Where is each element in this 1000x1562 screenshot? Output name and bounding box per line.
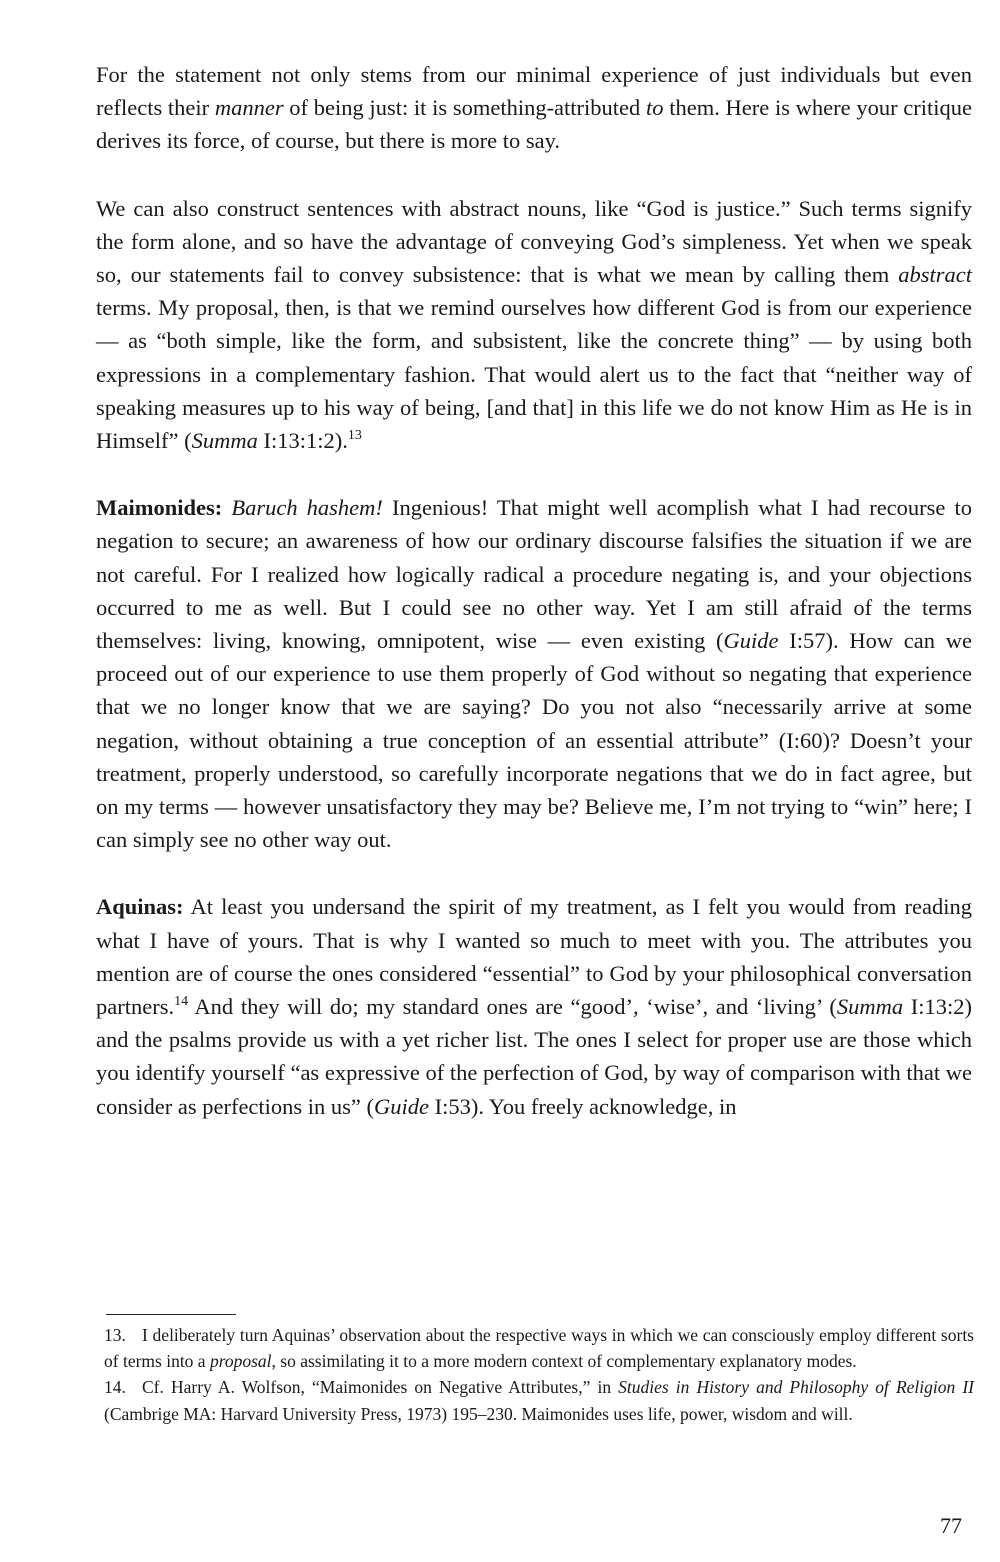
page-number: 77 xyxy=(940,1513,962,1538)
text-run: Cf. Harry A. Wolfson, “Maimonides on Negative Attributes,” in xyxy=(142,1377,619,1398)
text-run: We can also construct sentences with abstract nouns, like “God is justice.” Such terms signify the form alone, and so have the advantage of conveying God’s simpleness. Yet when we speak so, our statements fail to convey subsistence: that is what we mean by calling them xyxy=(96,195,972,288)
italic-text: Baruch hashem! xyxy=(231,495,383,521)
paragraph xyxy=(96,890,972,1122)
footnote-rule xyxy=(106,1314,236,1315)
paragraph xyxy=(96,192,972,458)
text-run: of being just: it is something-attributed xyxy=(283,95,646,121)
italic-text: manner xyxy=(214,95,284,121)
text-run: I deliberately turn Aquinas’ observation about the respective ways in which we can consciously employ different sorts of terms into a xyxy=(104,1325,974,1372)
text-run: I:13:1:2). xyxy=(257,428,348,454)
italic-text: Summa xyxy=(836,994,904,1020)
italic-text: Guide xyxy=(723,628,779,654)
speaker-label: Aquinas: xyxy=(96,894,184,920)
text-run: , so assimilating it to a more modern context of complementary explanatory modes. xyxy=(271,1351,857,1372)
footnotes xyxy=(104,1322,974,1427)
speaker-label: Maimonides: xyxy=(96,495,223,521)
text-run: them. Here is where your critique derives its force, of course, but there is more to say. xyxy=(96,95,972,154)
text-run: At least you undersand the spirit of my treatment, as I felt you would from reading what I have of yours. That is why I wanted so much to meet with you. The attributes you mention are of course the ones considered “essential” to God by your philosophical conversation partners. xyxy=(96,894,972,1020)
footnote xyxy=(104,1322,974,1374)
footnote-number: 13. xyxy=(104,1325,126,1345)
body-text xyxy=(96,58,972,1123)
text-run: Ingenious! That might well acomplish what I had recourse to negation to secure; an awareness of how our ordinary discourse falsifies the situation if we are not careful. For I realized how logically radical a procedure negating is, and your objections occurred to me as well. But I could see no other way. Yet I am still afraid of the terms themselves: living, knowing, omnipotent, wise — even existing ( xyxy=(96,495,972,654)
text-run: I:57). How can we proceed out of our experience to use them properly of God without so negating that experience that we no longer know that we are saying? Do you not also “necessarily arrive at some negation, without obtaining a true conception of an essential attribute” (I:60)? Doesn’t your treatment, properly understood, so carefully incorporate negations that we do in fact agree, but on my terms — however unsatisfactory they may be? Believe me, I’m not trying to “win” here; I can simply see no other way out. xyxy=(96,628,972,853)
italic-text: Summa xyxy=(191,428,258,454)
text-run: I:53). You freely acknowledge, in xyxy=(429,1093,737,1119)
italic-text: Studies in History and Philosophy of Religion II xyxy=(618,1377,974,1398)
text-run: terms. My proposal, then, is that we remind ourselves how different God is from our experience — as “both simple, like the form, and subsistent, like the concrete thing” — by using both expressions in a complementary fashion. That would alert us to the fact that “neither way of speaking measures up to his way of being, [and that] in this life we do not know Him as He is in Himself” ( xyxy=(96,295,972,454)
text-run: I:13:2) and the psalms provide us with a yet richer list. The ones I select for proper use are those which you identify yourself “as expressive of the perfection of God, by way of comparison with that we consider as perfections in us” ( xyxy=(96,994,972,1119)
italic-text: abstract xyxy=(898,262,972,288)
paragraph xyxy=(96,491,972,856)
footnote-ref: 14 xyxy=(174,994,189,1010)
text-run: For the statement not only stems from our minimal experience of just individuals but even reflects their xyxy=(96,62,972,121)
text-run xyxy=(222,495,231,520)
italic-text: proposal xyxy=(209,1351,272,1372)
footnote-ref: 13 xyxy=(347,427,362,443)
text-run: And they will do; my standard ones are “good’, ‘wise’, and ‘living’ ( xyxy=(188,994,837,1020)
text-run: (Cambrige MA: Harvard University Press, 1973) 195–230. Maimonides uses life, power, wisdom and will. xyxy=(104,1403,853,1424)
italic-text: Guide xyxy=(374,1093,430,1119)
paragraph xyxy=(96,58,972,158)
italic-text: to xyxy=(645,95,664,121)
footnote xyxy=(104,1374,974,1426)
footnote-number: 14. xyxy=(104,1377,126,1398)
